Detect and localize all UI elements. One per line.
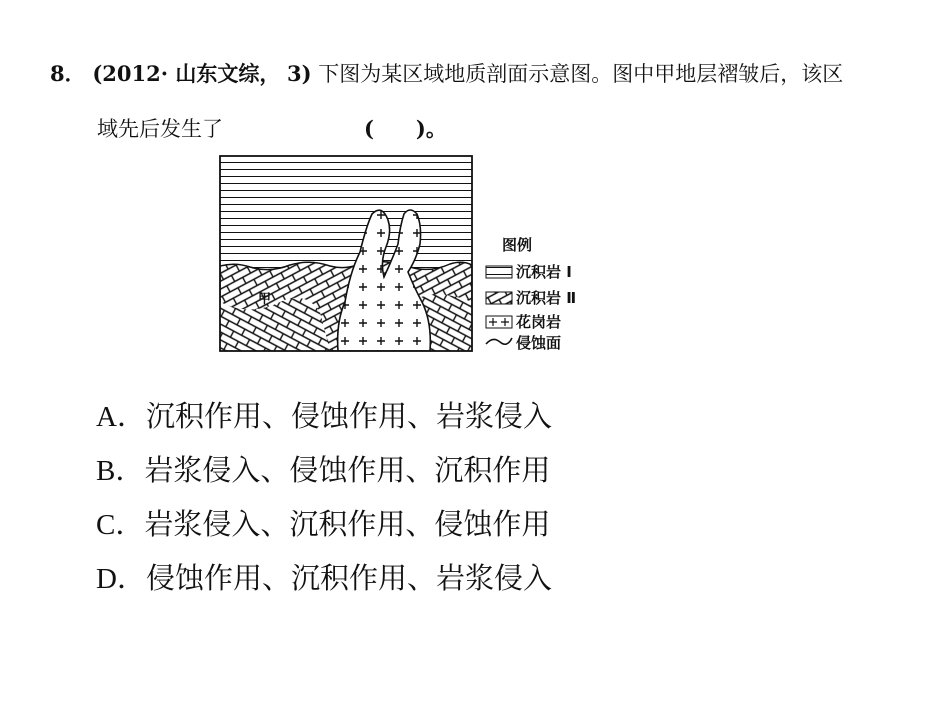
question-number: 8．: [50, 61, 86, 86]
legend-sedimentary-1: [486, 263, 572, 281]
stratum-label-jia: 甲: [258, 292, 272, 307]
option-b-letter: B．: [96, 455, 145, 487]
section-body: [220, 156, 472, 351]
legend-label-sedimentary-2: 沉积岩 Ⅱ: [516, 289, 577, 307]
option-c-text: 岩浆侵入、沉积作用、侵蚀作用: [144, 507, 551, 541]
question-stem-text-1: 下图为某区域地质剖面示意图。图中甲地层褶皱后，该区: [318, 62, 844, 86]
geologic-cross-section-figure: [210, 152, 610, 366]
legend-label-sedimentary-1: 沉积岩 Ⅰ: [516, 263, 572, 281]
legend-sedimentary-2: [486, 289, 576, 307]
option-d-letter: D．: [96, 563, 146, 595]
question-stem-text-2: 域先后发生了: [97, 117, 223, 141]
question-source: (2012· 山东文综，: [92, 61, 281, 86]
option-c-letter: C．: [96, 509, 145, 541]
option-d[interactable]: [96, 552, 552, 606]
answer-options: [96, 390, 552, 606]
legend-title: 图例: [502, 236, 533, 254]
option-a-text: 沉积作用、侵蚀作用、岩浆侵入: [145, 399, 552, 433]
legend-label-erosion-surface: 侵蚀面: [516, 334, 562, 352]
legend-label-granite: 花岗岩: [516, 313, 562, 331]
legend-erosion-surface: [486, 334, 561, 352]
legend-granite: [486, 313, 561, 331]
option-a-letter: A．: [96, 401, 146, 433]
option-d-text: 侵蚀作用、沉积作用、岩浆侵入: [145, 561, 552, 595]
question-stem-line-1: [50, 58, 843, 88]
answer-blank: ( )。: [364, 116, 447, 141]
option-a[interactable]: [96, 390, 552, 444]
option-b-text: 岩浆侵入、侵蚀作用、沉积作用: [144, 453, 551, 487]
question-points: 3): [287, 61, 312, 86]
question-stem-line-2: [97, 113, 447, 143]
option-b[interactable]: [96, 444, 552, 498]
option-c[interactable]: [96, 498, 552, 552]
